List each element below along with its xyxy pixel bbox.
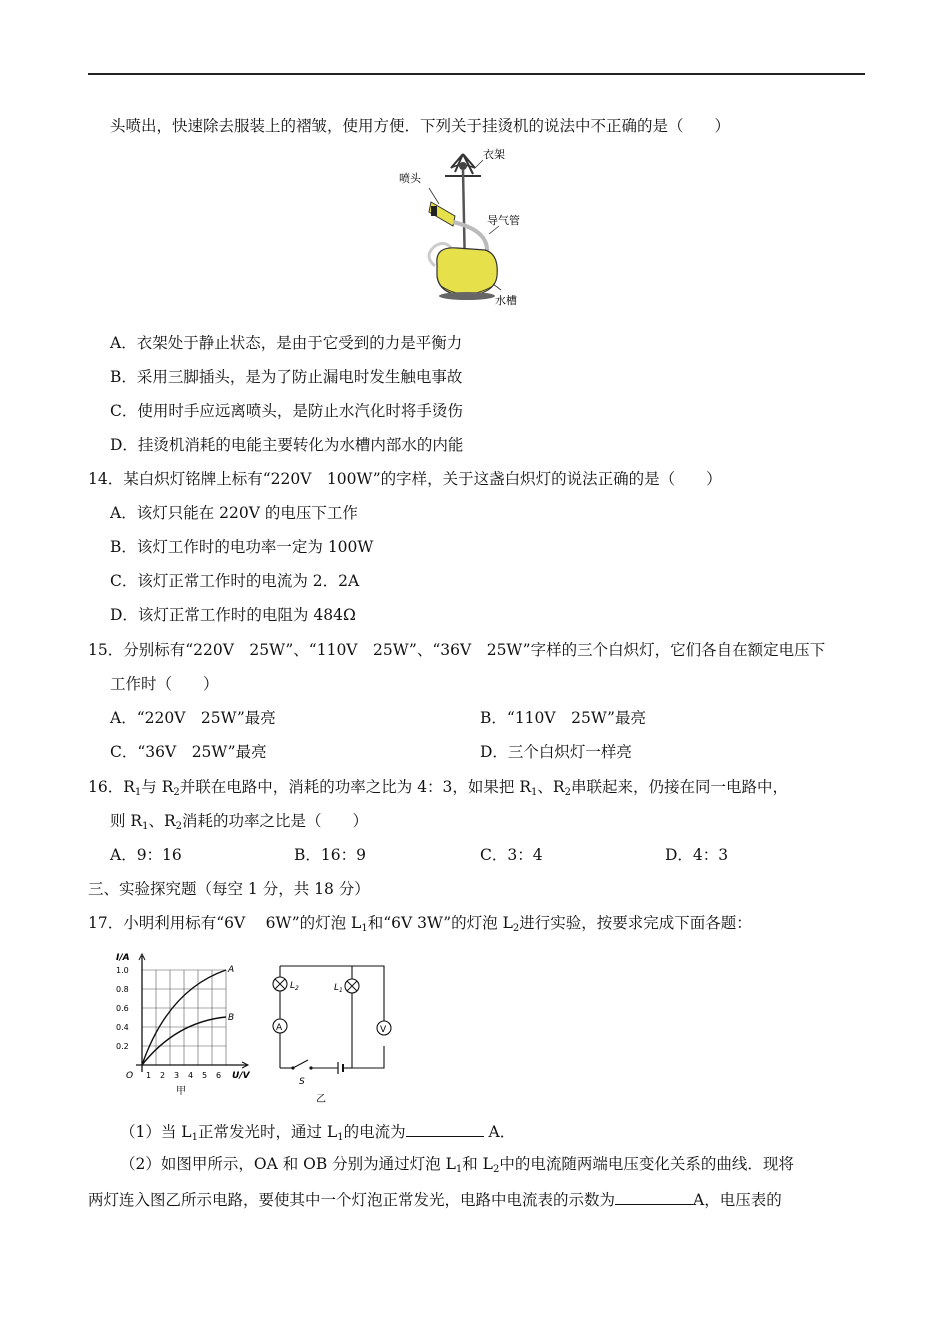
- ytick-0-4: 0.4: [116, 1023, 129, 1032]
- ammeter-label: A: [276, 1023, 283, 1033]
- q13-option-d: D．挂烫机消耗的电能主要转化为水槽内部水的内能: [110, 436, 464, 454]
- q15-stem-line2: 工作时（ ）: [110, 675, 219, 693]
- switch-label: S: [299, 1077, 305, 1087]
- circuit-caption: 乙: [316, 1094, 326, 1105]
- curve-a-label: A: [228, 965, 235, 975]
- q17-part2-answer-blank[interactable]: [615, 1188, 693, 1205]
- q17-stem: 17．小明利用标有“6V 6W”的灯泡 $L_1$和“6V 3W”的灯泡 $L_2$进行实验，按要求完成下面各题：: [88, 914, 752, 934]
- xtick-3: 3: [174, 1071, 180, 1080]
- xtick-2: 2: [160, 1071, 166, 1080]
- curve-b-label: B: [228, 1013, 235, 1023]
- xtick-5: 5: [202, 1071, 208, 1080]
- ytick-0-2: 0.2: [116, 1042, 129, 1051]
- xtick-4: 4: [188, 1071, 194, 1080]
- ytick-0-8: 0.8: [116, 985, 129, 994]
- q13-option-b: B．采用三脚插头，是为了防止漏电时发生触电事故: [110, 368, 463, 386]
- q14-option-d: D．该灯正常工作时的电阻为 484Ω: [110, 606, 356, 624]
- q16-option-c: C．3：4: [480, 846, 543, 864]
- circuit-diagram: [266, 958, 400, 1106]
- q15-option-c: C．“36V 25W”最亮: [110, 743, 267, 761]
- section-3-heading: 三、实验探究题（每空 1 分，共 18 分）: [88, 880, 370, 898]
- iu-graph: [112, 950, 272, 1100]
- xtick-6: 6: [216, 1071, 222, 1080]
- label-nozzle: 喷头: [399, 172, 421, 185]
- origin-label: O: [126, 1071, 134, 1081]
- q13-option-c: C．使用时手应远离喷头，是防止水汽化时将手烫伤: [110, 402, 463, 420]
- q15-option-d: D．三个白炽灯一样亮: [480, 743, 632, 761]
- q17-part1: （1）当 $L_1$正常发光时，通过 $L_1$的电流为 A．: [120, 1120, 515, 1142]
- y-axis-label: I/A: [116, 953, 130, 963]
- q13-stem: 头喷出，快速除去服装上的褶皱，使用方便．下列关于挂烫机的说法中不正确的是（ ）: [110, 117, 731, 135]
- label-tube: 导气管: [487, 214, 520, 227]
- q16-option-b: B．16：9: [294, 846, 366, 864]
- q17-part2-line2: 两灯连入图乙所示电路，要使其中一个灯泡正常发光，电路中电流表的示数为 A，电压表的: [88, 1188, 782, 1210]
- ytick-0-6: 0.6: [116, 1004, 129, 1013]
- q14-stem: 14．某白炽灯铭牌上标有“220V 100W”的字样，关于这盏白炽灯的说法正确的是（ ）: [88, 470, 722, 488]
- label-hanger: 衣架: [483, 148, 505, 161]
- q15-option-a: A．“220V 25W”最亮: [110, 709, 276, 727]
- q17-part2-line1: （2）如图甲所示，OA 和 OB 分别为通过灯泡 $L_1$和 $L_2$中的电流随两端电压变化关系的曲线．现将: [120, 1155, 794, 1175]
- q16-stem-line1: 16．$R_1$与 $R_2$并联在电路中，消耗的功率之比为 4：3，如果把 $R_1$、$R_2$串联起来，仍接在同一电路中，: [88, 778, 788, 798]
- xtick-1: 1: [146, 1071, 152, 1080]
- graph-caption: 甲: [176, 1086, 186, 1097]
- ytick-1: 1.0: [116, 966, 129, 975]
- q14-option-b: B．该灯工作时的电功率一定为 100W: [110, 538, 374, 556]
- q16-stem-line2: 则 $R_1$、$R_2$消耗的功率之比是（ ）: [110, 812, 369, 832]
- label-tank: 水槽: [495, 294, 517, 307]
- voltmeter-label: V: [380, 1025, 387, 1035]
- q14-option-a: A．该灯只能在 220V 的电压下工作: [110, 504, 358, 522]
- lamp-l2-label: $L_2$: [290, 981, 299, 992]
- q16-option-a: A．9：16: [110, 846, 182, 864]
- q15-stem-line1: 15．分别标有“220V 25W”、“110V 25W”、“36V 25W”字样的三个白炽灯，它们各自在额定电压下: [88, 641, 826, 659]
- q17-part1-answer-blank[interactable]: [406, 1120, 484, 1137]
- garment-steamer-figure: [395, 146, 535, 314]
- header-rule: [88, 73, 865, 75]
- q15-option-b: B．“110V 25W”最亮: [480, 709, 646, 727]
- q13-option-a: A．衣架处于静止状态，是由于它受到的力是平衡力: [110, 334, 463, 352]
- lamp-l1-label: $L_1$: [334, 983, 343, 994]
- x-axis-label: U/V: [232, 1071, 250, 1081]
- q14-option-c: C．该灯正常工作时的电流为 2．2A: [110, 572, 360, 590]
- q16-option-d: D．4：3: [665, 846, 729, 864]
